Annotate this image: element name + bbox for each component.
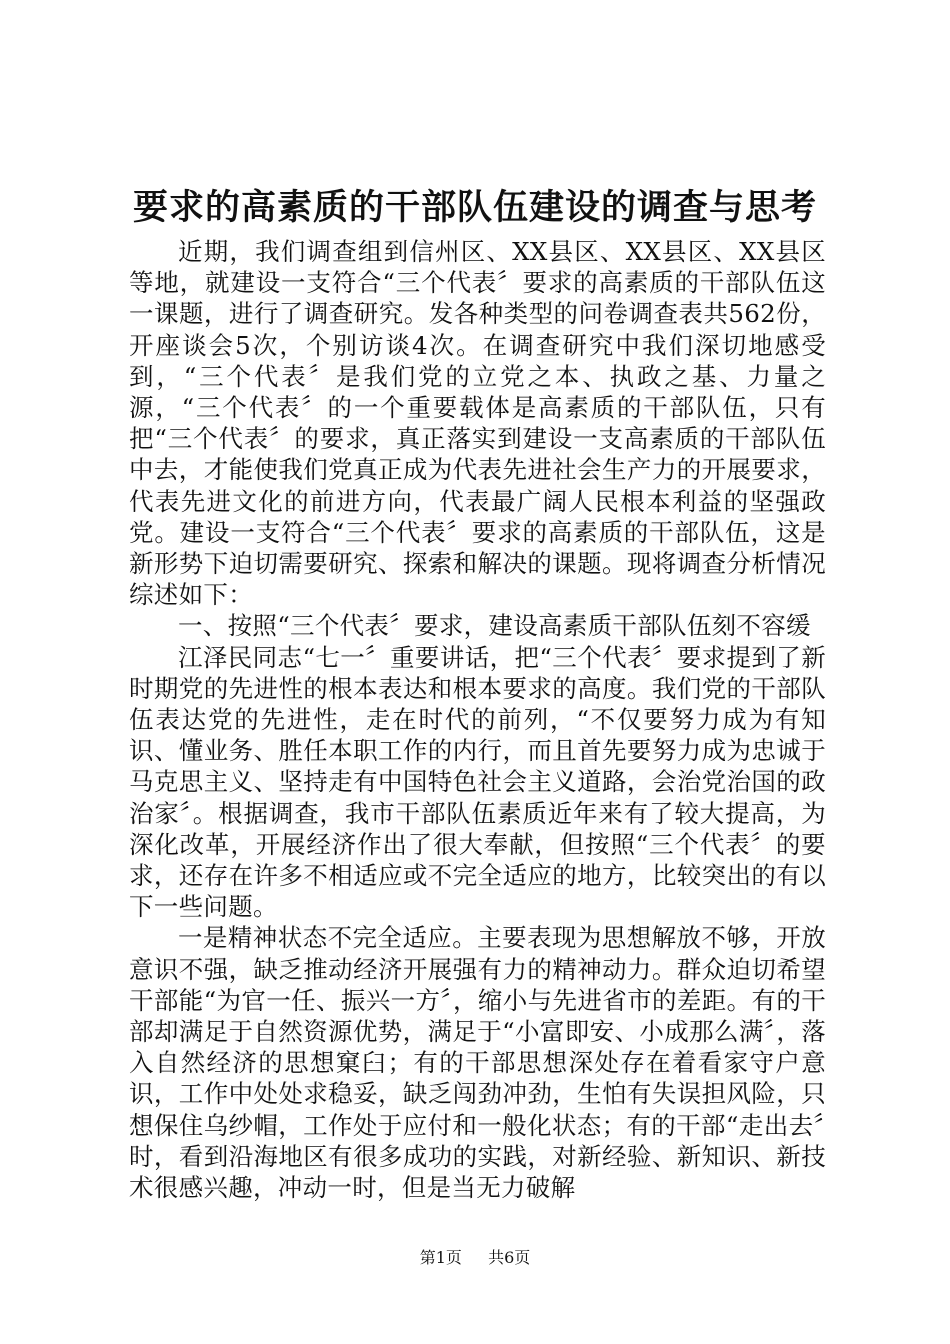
page-total: 共6页 xyxy=(488,1248,531,1267)
section-heading: 一、按照“三个代表〞要求，建设高素质干部队伍刻不容缓 xyxy=(178,611,811,641)
document-body xyxy=(129,236,826,1203)
body-paragraph: 江泽民同志“七一〞重要讲话，把“三个代表〞要求提到了新时期党的先进性的根本表达和根本要求的高度。我们党的干部队伍表达党的先进性，走在时代的前列，“不仅要努力成为有知识、懂业务、胜任本职工作的内行，而且首先要努力成为忠诚于马克思主义、坚持走有中国特色社会主义道路，会治党治国的政治家〞。根据调查，我市干部队伍素质近年来有了较大提高，为深化改革，开展经济作出了很大奉献，但按照“三个代表〞的要求，还存在许多不相适应或不完全适应的地方，比较突出的有以下一些问题。 xyxy=(129,642,826,922)
document-title: 要求的高素质的干部队伍建设的调查与思考 xyxy=(132,187,817,228)
body-paragraph: 近期，我们调查组到信州区、XX县区、XX县区、XX县区等地，就建设一支符合“三个代表〞要求的高素质的干部队伍这一课题，进行了调查研究。发各种类型的问卷调查表共562份，开座谈会5次，个别访谈4次。在调查研究中我们深切地感受到，“三个代表〞是我们党的立党之本、执政之基、力量之源，“三个代表〞的一个重要载体是高素质的干部队伍，只有把“三个代表〞的要求，真正落实到建设一支高素质的干部队伍中去，才能使我们党真正成为代表先进社会生产力的开展要求，代表先进文化的前进方向，代表最广阔人民根本利益的坚强政党。建设一支符合“三个代表〞要求的高素质的干部队伍，这是新形势下迫切需要研究、探索和解决的课题。现将调查分析情况综述如下： xyxy=(129,237,826,610)
body-paragraph: 一是精神状态不完全适应。主要表现为思想解放不够，开放意识不强，缺乏推动经济开展强有力的精神动力。群众迫切希望干部能“为官一任、振兴一方〞，缩小与先进省市的差距。有的干部却满足于自然资源优势，满足于“小富即安、小成那么满〞，落入自然经济的思想窠臼；有的干部思想深处存在着看家守户意识，工作中处处求稳妥，缺乏闯劲冲劲，生怕有失误担风险，只想保住乌纱帽，工作处于应付和一般化状态；有的干部“走出去〞时，看到沿海地区有很多成功的实践，对新经验、新知识、新技术很感兴趣，冲动一时，但是当无力破解 xyxy=(129,923,826,1203)
footer-spacer xyxy=(467,1248,483,1267)
page-footer xyxy=(0,1247,950,1269)
page-number: 第1页 xyxy=(419,1248,462,1267)
